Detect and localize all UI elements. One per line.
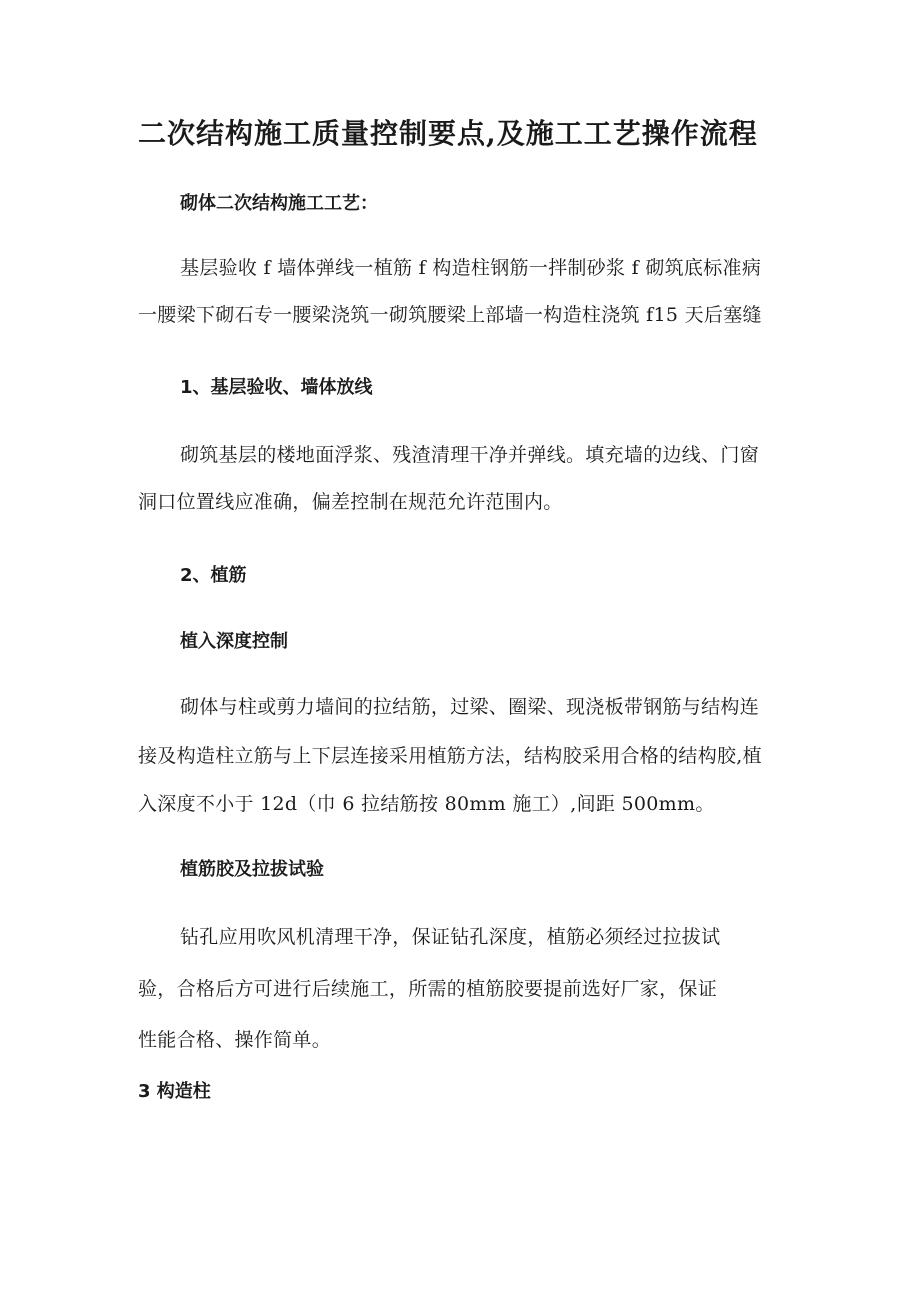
subsection-depth-line-3: 入深度不小于 12d（巾 6 拉结筋按 80mm 施工）,间距 500mm。 xyxy=(138,793,715,815)
section-1-paragraph-line-2: 洞口位置线应准确，偏差控制在规范允许范围内。 xyxy=(138,491,563,513)
document-title: 二次结构施工质量控制要点,及施工工艺操作流程 xyxy=(138,117,758,150)
subsection-adhesive-line-3: 性能合格、操作简单。 xyxy=(138,1029,332,1051)
intro-paragraph-line-1: 基层验收 f 墙体弹线一植筋 f 构造柱钢筋一拌制砂浆 f 砌筑底标准病 xyxy=(180,257,762,279)
section-1-paragraph-line-1: 砌筑基层的楼地面浮浆、残渣清理干净并弹线。填充墙的边线、门窗 xyxy=(180,444,760,466)
subsection-depth-line-1: 砌体与柱或剪力墙间的拉结筋，过梁、圈梁、现浇板带钢筋与结构连 xyxy=(180,696,760,718)
intro-paragraph-line-2: 一腰梁下砌石专一腰梁浇筑一砌筑腰梁上部墙一构造柱浇筑 f15 天后塞缝 xyxy=(138,304,762,326)
subsection-depth-heading: 植入深度控制 xyxy=(180,631,288,652)
subsection-adhesive-line-1: 钻孔应用吹风机清理干净，保证钻孔深度，植筋必须经过拉拔试 xyxy=(180,926,721,948)
subsection-depth-line-2: 接及构造柱立筋与上下层连接采用植筋方法，结构胶采用合格的结构胶,植 xyxy=(138,745,762,767)
subsection-adhesive-heading: 植筋胶及拉拔试验 xyxy=(180,859,324,880)
intro-heading: 砌体二次结构施工工艺： xyxy=(180,193,378,214)
section-2-heading: 2、植筋 xyxy=(180,565,247,586)
section-1-heading: 1、基层验收、墙体放线 xyxy=(180,377,373,398)
section-3-heading: 3 构造柱 xyxy=(138,1081,211,1102)
subsection-adhesive-line-2: 验，合格后方可进行后续施工，所需的植筋胶要提前选好厂家，保证 xyxy=(138,978,718,1000)
